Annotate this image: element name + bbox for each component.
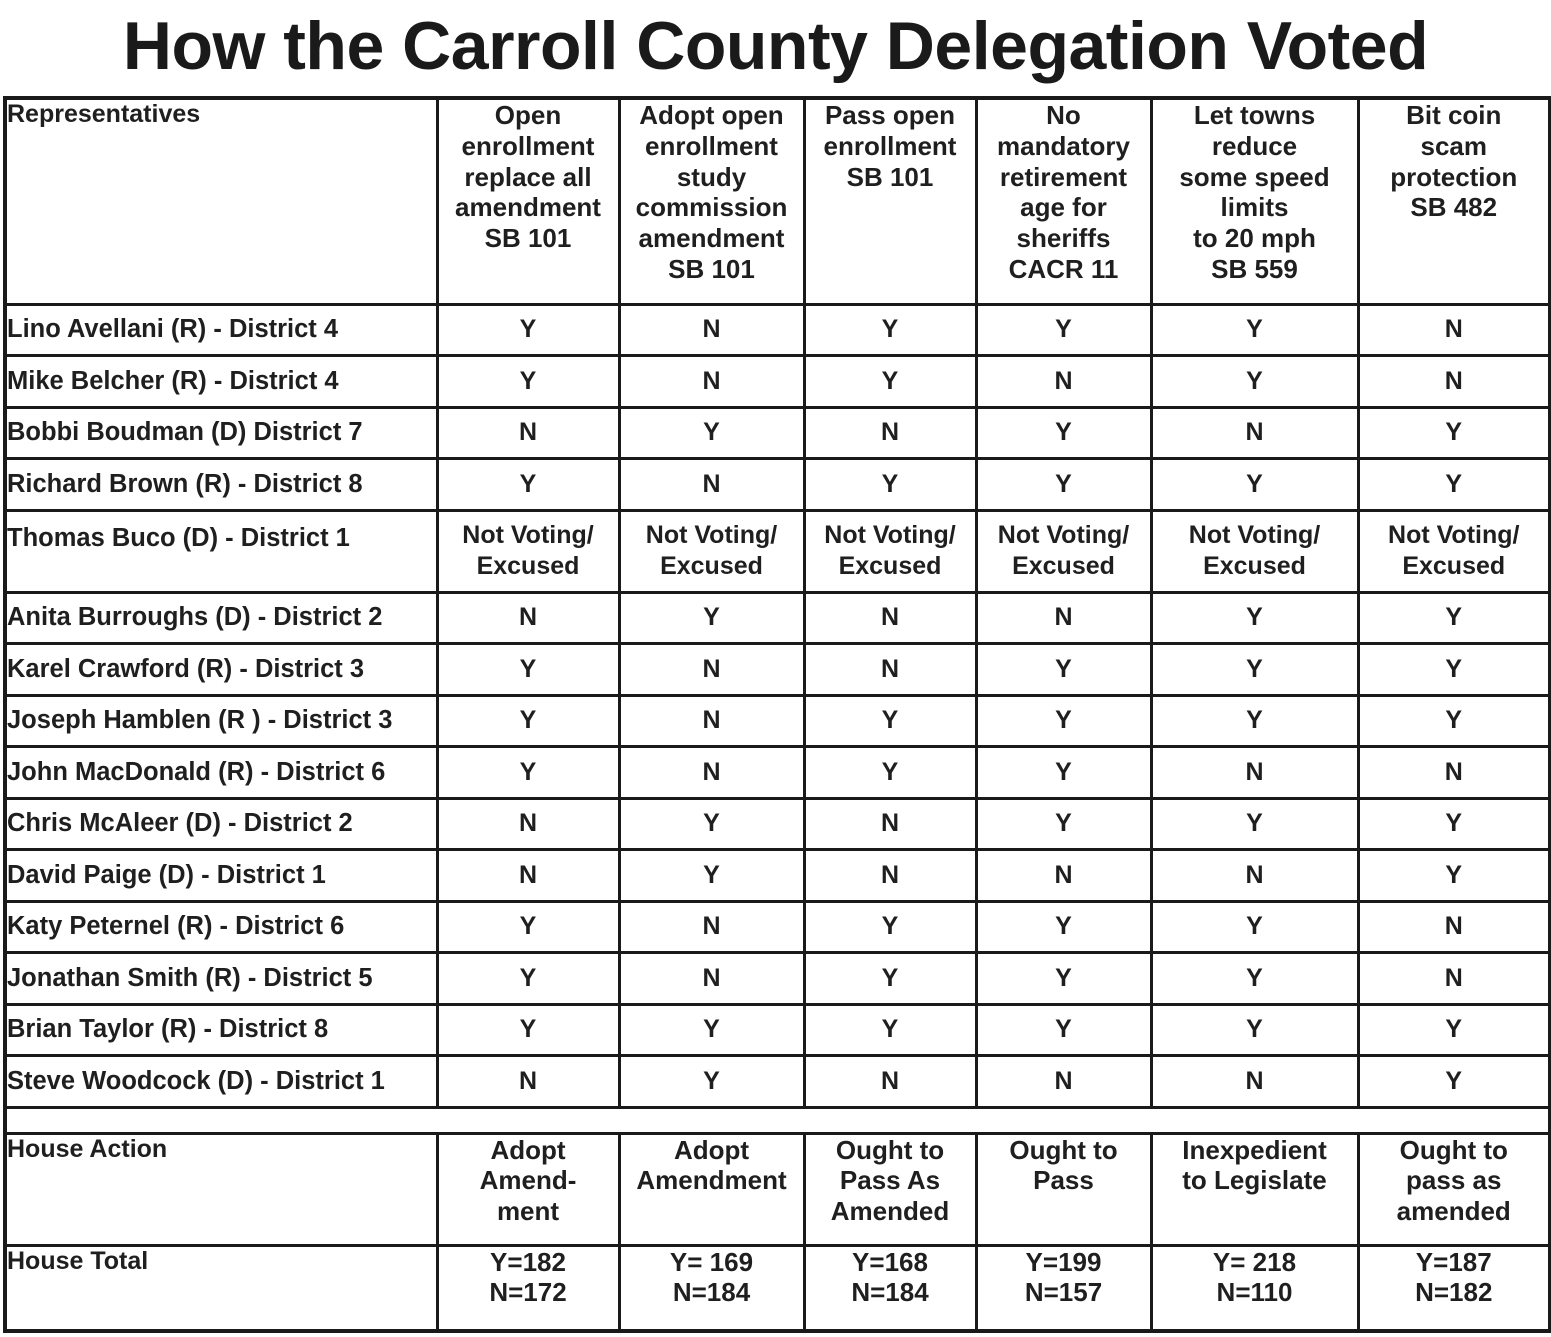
representative-name: Lino Avellani (R) - District 4 <box>5 304 437 356</box>
vote-cell: Y <box>976 798 1151 850</box>
house-total-text-line: N=172 <box>489 1277 567 1308</box>
column-header-line: protection <box>1390 161 1518 192</box>
vote-cell: Y <box>976 747 1151 799</box>
vote-cell: Y <box>437 747 619 799</box>
vote-text-line: Not Voting/ <box>645 521 778 550</box>
vote-cell: N <box>1151 1056 1358 1108</box>
vote-cell: N <box>804 592 976 644</box>
house-action-text-line: Ought to <box>1399 1134 1508 1165</box>
column-header-line: sheriffs <box>1016 223 1111 254</box>
section-divider <box>5 1107 1550 1133</box>
vote-cell: N <box>619 644 804 696</box>
column-header-line: amendment <box>455 192 601 223</box>
table-row <box>5 356 1550 408</box>
column-header-line: enrollment <box>823 130 957 161</box>
column-header-line: Adopt open <box>639 100 784 130</box>
vote-cell: Y <box>1151 592 1358 644</box>
vote-cell <box>976 510 1151 592</box>
vote-cell: N <box>1358 953 1550 1005</box>
vote-cell: Y <box>1358 1004 1550 1056</box>
vote-cell: N <box>619 747 804 799</box>
voting-table <box>3 96 1551 1333</box>
vote-cell: N <box>437 407 619 459</box>
column-header-line: Open <box>494 100 562 130</box>
table-row <box>5 1004 1550 1056</box>
house-action-text-line: Pass <box>1033 1165 1094 1196</box>
house-total-text-line: Y=187 <box>1415 1246 1492 1277</box>
house-action-text-line: Amend- <box>479 1165 577 1196</box>
house-total-text-line: Y= 169 <box>669 1246 754 1277</box>
vote-cell <box>437 510 619 592</box>
vote-cell: Y <box>1358 407 1550 459</box>
vote-cell: N <box>804 798 976 850</box>
house-action-text-line: Amended <box>830 1196 950 1227</box>
vote-cell: Y <box>1358 695 1550 747</box>
representatives-header: Representatives <box>5 98 437 304</box>
column-header-6 <box>1358 98 1550 304</box>
vote-cell: Y <box>619 1056 804 1108</box>
house-total-value <box>437 1245 619 1331</box>
table-row <box>5 695 1550 747</box>
house-action-text-line: Ought to <box>835 1134 945 1165</box>
representative-name: Karel Crawford (R) - District 3 <box>5 644 437 696</box>
column-header-line: No <box>1046 100 1081 130</box>
vote-cell: N <box>976 356 1151 408</box>
vote-cell: Y <box>976 1004 1151 1056</box>
vote-cell: Y <box>804 1004 976 1056</box>
column-header-line: commission <box>635 192 788 223</box>
house-total-label: House Total <box>5 1245 437 1331</box>
house-total-text-line: N=182 <box>1415 1277 1493 1308</box>
column-header-line: Let towns <box>1193 100 1316 130</box>
vote-cell: N <box>619 953 804 1005</box>
representative-name: John MacDonald (R) - District 6 <box>5 747 437 799</box>
table-row <box>5 953 1550 1005</box>
table-row <box>5 592 1550 644</box>
vote-cell: Y <box>1358 592 1550 644</box>
house-total-value <box>804 1245 976 1331</box>
table-row <box>5 459 1550 511</box>
vote-cell: N <box>1358 304 1550 356</box>
vote-cell: Y <box>619 850 804 902</box>
vote-cell: Y <box>1151 644 1358 696</box>
house-total-value <box>976 1245 1151 1331</box>
vote-cell: Y <box>976 407 1151 459</box>
column-header-5 <box>1151 98 1358 304</box>
vote-cell: Y <box>804 356 976 408</box>
header-row <box>5 98 1550 304</box>
vote-cell <box>1358 510 1550 592</box>
vote-cell: Y <box>437 356 619 408</box>
vote-text-line: Excused <box>1203 552 1306 580</box>
vote-cell: N <box>1358 747 1550 799</box>
vote-cell: N <box>976 850 1151 902</box>
representative-name: Thomas Buco (D) - District 1 <box>5 510 437 592</box>
vote-cell: N <box>619 356 804 408</box>
vote-cell: N <box>619 459 804 511</box>
vote-cell: Y <box>1358 850 1550 902</box>
vote-cell: Y <box>1151 901 1358 953</box>
table-row <box>5 304 1550 356</box>
vote-cell: Y <box>619 592 804 644</box>
house-total-text-line: Y=168 <box>852 1246 928 1277</box>
column-header-2 <box>619 98 804 304</box>
column-header-line: retirement <box>999 161 1128 192</box>
vote-cell: Y <box>437 459 619 511</box>
vote-cell: Y <box>804 695 976 747</box>
vote-cell: N <box>619 695 804 747</box>
column-header-line: SB 101 <box>668 253 755 284</box>
vote-cell: Y <box>976 644 1151 696</box>
vote-cell: Y <box>619 1004 804 1056</box>
vote-cell: N <box>437 850 619 902</box>
vote-cell: Y <box>437 901 619 953</box>
column-header-line: amendment <box>638 223 785 254</box>
vote-cell: N <box>1358 901 1550 953</box>
house-total-value <box>1358 1245 1550 1331</box>
column-header-line: reduce <box>1211 130 1298 161</box>
house-total-text-line: Y= 218 <box>1212 1246 1297 1277</box>
representative-name: Chris McAleer (D) - District 2 <box>5 798 437 850</box>
table-row <box>5 850 1550 902</box>
vote-cell: Y <box>804 459 976 511</box>
table-row <box>5 798 1550 850</box>
column-header-line: mandatory <box>997 130 1130 161</box>
house-total-text-line: N=157 <box>1024 1277 1103 1308</box>
vote-cell: Y <box>619 407 804 459</box>
house-action-text-line: amended <box>1396 1196 1511 1227</box>
vote-cell <box>1151 510 1358 592</box>
vote-text-line: Excused <box>1402 552 1506 580</box>
vote-text-line: Not Voting/ <box>824 521 956 550</box>
representative-name: Richard Brown (R) - District 8 <box>5 459 437 511</box>
vote-cell: N <box>976 592 1151 644</box>
vote-cell: Y <box>976 901 1151 953</box>
house-action-value <box>1151 1133 1358 1245</box>
vote-cell: Y <box>1358 1056 1550 1108</box>
vote-text-line: Not Voting/ <box>462 521 594 550</box>
vote-cell: Y <box>1151 1004 1358 1056</box>
vote-cell: Y <box>619 798 804 850</box>
vote-cell <box>619 510 804 592</box>
vote-cell: Y <box>1151 459 1358 511</box>
column-header-line: CACR 11 <box>1008 253 1119 284</box>
vote-cell: N <box>437 1056 619 1108</box>
vote-cell: Y <box>976 459 1151 511</box>
house-action-value <box>437 1133 619 1245</box>
column-header-line: enrollment <box>461 130 595 161</box>
vote-cell <box>804 510 976 592</box>
house-action-label: House Action <box>5 1133 437 1245</box>
column-header-4 <box>976 98 1151 304</box>
vote-cell: Y <box>976 304 1151 356</box>
vote-text-line: Excused <box>476 552 580 580</box>
vote-cell: N <box>437 798 619 850</box>
house-action-value <box>619 1133 804 1245</box>
house-action-value <box>804 1133 976 1245</box>
vote-cell: N <box>804 850 976 902</box>
vote-cell: Y <box>1358 798 1550 850</box>
representative-name: Joseph Hamblen (R ) - District 3 <box>5 695 437 747</box>
table-row <box>5 510 1550 592</box>
house-action-text-line: Adopt <box>490 1134 566 1165</box>
house-total-row <box>5 1245 1550 1331</box>
house-action-value <box>976 1133 1151 1245</box>
vote-cell: N <box>804 1056 976 1108</box>
page-title: How the Carroll County Delegation Voted <box>122 8 1429 84</box>
house-total-text-line: Y=182 <box>490 1246 566 1277</box>
vote-cell: Y <box>1358 459 1550 511</box>
house-total-value <box>1151 1245 1358 1331</box>
column-header-line: some speed <box>1179 161 1330 192</box>
representative-name: Jonathan Smith (R) - District 5 <box>5 953 437 1005</box>
vote-cell: Y <box>1151 304 1358 356</box>
vote-cell: Y <box>804 304 976 356</box>
house-action-text-line: to Legislate <box>1182 1165 1327 1196</box>
vote-cell: Y <box>437 695 619 747</box>
vote-text-line: Not Voting/ <box>1388 521 1520 550</box>
table-row <box>5 901 1550 953</box>
section-divider-cell <box>5 1107 1550 1133</box>
column-header-line: SB 559 <box>1211 253 1298 284</box>
table-row <box>5 644 1550 696</box>
table-row <box>5 747 1550 799</box>
representative-name: Steve Woodcock (D) - District 1 <box>5 1056 437 1108</box>
column-header-line: enrollment <box>645 130 778 161</box>
vote-cell: Y <box>437 304 619 356</box>
representative-name: Brian Taylor (R) - District 8 <box>5 1004 437 1056</box>
house-action-row <box>5 1133 1550 1245</box>
vote-cell: N <box>1151 407 1358 459</box>
table-row <box>5 407 1550 459</box>
vote-cell: N <box>619 304 804 356</box>
vote-cell: Y <box>1358 644 1550 696</box>
vote-cell: N <box>804 644 976 696</box>
house-action-text-line: Amendment <box>636 1165 787 1196</box>
representative-name: Bobbi Boudman (D) District 7 <box>5 407 437 459</box>
house-total-value <box>619 1245 804 1331</box>
vote-cell: Y <box>1151 953 1358 1005</box>
vote-cell: N <box>619 901 804 953</box>
vote-cell: Y <box>437 1004 619 1056</box>
vote-cell: N <box>1151 850 1358 902</box>
vote-cell: Y <box>976 953 1151 1005</box>
column-header-line: SB 101 <box>846 161 934 192</box>
representative-name: Katy Peternel (R) - District 6 <box>5 901 437 953</box>
column-header-line: Pass open <box>824 100 956 130</box>
house-action-text-line: Pass As <box>839 1165 941 1196</box>
column-header-line: to 20 mph <box>1193 223 1316 254</box>
vote-cell: Y <box>804 901 976 953</box>
vote-cell: Y <box>976 695 1151 747</box>
column-header-1 <box>437 98 619 304</box>
vote-cell: Y <box>804 747 976 799</box>
representative-name: David Paige (D) - District 1 <box>5 850 437 902</box>
column-header-3 <box>804 98 976 304</box>
vote-cell: Y <box>437 644 619 696</box>
column-header-line: age for <box>1020 192 1107 223</box>
house-action-value <box>1358 1133 1550 1245</box>
column-header-line: SB 101 <box>484 223 572 254</box>
representative-name: Mike Belcher (R) - District 4 <box>5 356 437 408</box>
vote-cell: N <box>1151 747 1358 799</box>
vote-text-line: Excused <box>660 552 763 580</box>
house-total-text-line: Y=199 <box>1025 1246 1102 1277</box>
house-action-text-line: ment <box>496 1196 560 1227</box>
house-action-text-line: Adopt <box>673 1134 750 1165</box>
column-header-line: limits <box>1220 192 1289 223</box>
house-action-text-line: pass as <box>1406 1165 1502 1196</box>
house-action-text-line: Ought to <box>1009 1134 1118 1165</box>
vote-cell: N <box>804 407 976 459</box>
column-header-line: scam <box>1420 130 1487 161</box>
house-total-text-line: N=184 <box>672 1277 751 1308</box>
column-header-line: Bit coin <box>1406 100 1502 130</box>
column-header-line: study <box>676 161 747 192</box>
house-total-text-line: N=184 <box>851 1277 929 1308</box>
column-header-line: SB 482 <box>1410 192 1498 223</box>
vote-cell: Y <box>1151 356 1358 408</box>
house-total-text-line: N=110 <box>1216 1277 1293 1308</box>
vote-cell: Y <box>804 953 976 1005</box>
house-action-text-line: Inexpedient <box>1182 1134 1327 1165</box>
representative-name: Anita Burroughs (D) - District 2 <box>5 592 437 644</box>
vote-cell: Y <box>437 953 619 1005</box>
vote-text-line: Not Voting/ <box>997 521 1130 550</box>
vote-cell: N <box>1358 356 1550 408</box>
vote-cell: N <box>437 592 619 644</box>
vote-cell: Y <box>1151 695 1358 747</box>
vote-cell: Y <box>1151 798 1358 850</box>
table-row <box>5 1056 1550 1108</box>
vote-text-line: Excused <box>1012 552 1115 580</box>
vote-cell: N <box>976 1056 1151 1108</box>
vote-text-line: Not Voting/ <box>1188 521 1321 550</box>
vote-text-line: Excused <box>838 552 942 580</box>
column-header-line: replace all <box>464 161 592 192</box>
